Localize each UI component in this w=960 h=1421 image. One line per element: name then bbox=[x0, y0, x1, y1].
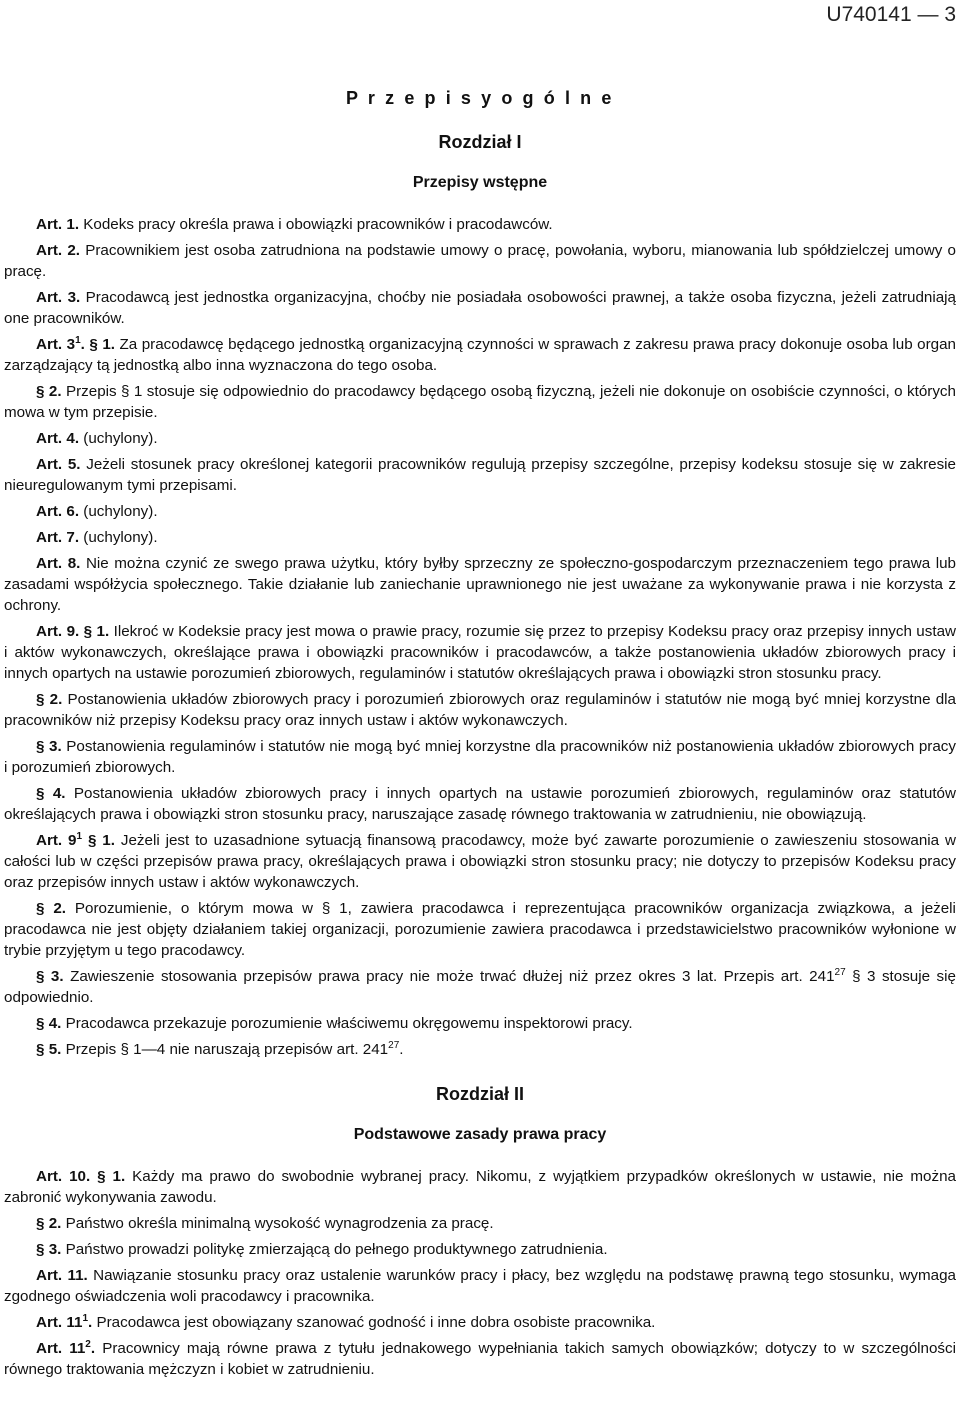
article-label: Art. 9. bbox=[36, 623, 80, 640]
article-11 bbox=[4, 1265, 956, 1307]
paragraph-sign: § bbox=[121, 383, 130, 400]
article-text: Jeżeli stosunek pracy określonej kategorii pracowników regulują przepisy szczególne, przepisy kodeksu stosuje się w zakresie nieuregulowanym tymi przepisami. bbox=[4, 456, 956, 494]
article-label: Art. 4. bbox=[36, 430, 80, 447]
paragraph-sign: § bbox=[321, 900, 331, 917]
article-label: Art. 10. bbox=[36, 1168, 91, 1185]
article-text: (uchylony). bbox=[83, 430, 158, 447]
paragraph-number: 3. bbox=[49, 738, 62, 755]
article-label: Art. 6. bbox=[36, 503, 80, 520]
paragraph-sign: § bbox=[36, 1241, 45, 1258]
article-text: Kodeks pracy określa prawa i obowiązki pracowników i pracodawców. bbox=[83, 216, 553, 233]
paragraph-number: 5. bbox=[48, 1041, 62, 1058]
article-label: Art. 2. bbox=[36, 242, 81, 259]
article-text: Nawiązanie stosunku pracy oraz ustalenie warunków pracy i płacy, bez względu na podstawę prawną tego stosunku, wymaga zgodnego oświadczenia woli pracodawcy i pracownika. bbox=[4, 1267, 956, 1305]
paragraph-text: Ilekroć w Kodeksie pracy jest mowa o prawie pracy, rozumie się przez to przepisy Kodeksu pracy oraz przepisy innych ustaw i aktów wykonawczych, określające prawa i obowiązki pracowników i pracodawców, a także postanowienia układów zbiorowych pracy i innych opartych na ustawie porozumień zbiorowych, regulaminów i statutów określających prawa i obowiązki stron stosunku pracy. bbox=[4, 623, 956, 682]
article-6 bbox=[4, 501, 956, 522]
article-8 bbox=[4, 553, 956, 616]
paragraph-text: Państwo określa minimalną wysokość wynagrodzenia za pracę. bbox=[65, 1215, 494, 1232]
paragraph-number: 1. bbox=[102, 336, 116, 353]
paragraph-sign: § bbox=[97, 1168, 106, 1185]
article-text: Pracownikiem jest osoba zatrudniona na podstawie umowy o pracę, powołania, wyboru, mianowania lub spółdzielczej umowy o pracę. bbox=[4, 242, 956, 280]
article-label: Art. 1. bbox=[36, 216, 80, 233]
article-9 bbox=[4, 621, 956, 684]
article-text: (uchylony). bbox=[83, 503, 158, 520]
article-11-1 bbox=[4, 1312, 956, 1333]
article-9-1-paragraph-3: § 3. Zawieszenie stosowania przepisów prawa pracy nie może trwać dłużej niż przez okres 3 lat. Przepis art. $241^{27}$ § 3 stosuje się odpowiednio. bbox=[4, 967, 956, 1006]
article-5 bbox=[4, 454, 956, 496]
article-text: Nie można czynić ze swego prawa użytku, który byłby sprzeczny ze społeczno-gospodarczym przeznaczeniem tego prawa lub zasadami współżycia społecznego. Takie działanie lub zaniechanie uprawnionego nie jest uważane za wykonywanie prawa i nie korzysta z ochrony. bbox=[4, 555, 956, 614]
paragraph-sign: § bbox=[36, 1041, 45, 1058]
article-text: Pracownicy mają równe prawa z tytułu jednakowego wypełniania takich samych obowiązków; dotyczy to w szczególności równego traktowania mężczyzn i kobiet w zatrudnieniu. bbox=[4, 1340, 956, 1378]
paragraph-number: 1. bbox=[96, 623, 110, 640]
article-10-paragraph-2 bbox=[4, 1213, 956, 1234]
article-label: Art. 7. bbox=[36, 529, 80, 546]
paragraph-sign: § bbox=[83, 623, 93, 640]
article-text: Pracodawca jest obowiązany szanować godność i inne dobra osobiste pracownika. bbox=[96, 1314, 656, 1331]
paragraph-sign: § bbox=[36, 968, 45, 985]
paragraph-number: 3. bbox=[48, 1241, 62, 1258]
paragraph-text: Jeżeli jest to uzasadnione sytuacją finansową pracodawcy, może być zawarte porozumienie o zawieszeniu stosowania w całości lub w części przepisów prawa pracy, określających prawa i obowiązki stron stosunku pracy; nie dotyczy to przepisów Kodeksu pracy oraz przepisów innych ustaw i aktów wykonawczych. bbox=[4, 832, 956, 891]
document-body bbox=[4, 86, 956, 1385]
paragraph-number: 2. bbox=[48, 383, 62, 400]
article-9-paragraph-3 bbox=[4, 736, 956, 778]
paragraph-sign: § bbox=[36, 1015, 45, 1032]
paragraph-number: 3. bbox=[50, 968, 64, 985]
article-label: Art. $11^1$. bbox=[36, 1313, 93, 1331]
paragraph-number: 4. bbox=[52, 785, 66, 802]
chapter-title: Rozdział I bbox=[438, 132, 522, 152]
paragraph-sign: § bbox=[36, 785, 45, 802]
article-9-1-paragraph-5: § 5. Przepis § 1—4 nie naruszają przepisów art. $241^{27}$. bbox=[36, 1040, 404, 1058]
article-9-1-paragraph-2: § 2. Porozumienie, o którym mowa w § 1, zawiera pracodawca i reprezentująca pracowników organizacja związkowa, a jeżeli pracodawca nie jest objęty działaniem takiej organizacji, porozumienie zawiera pracodawca i przedstawicielstwo pracowników wyłonione w trybie przyjętym u tego pracodawcy. bbox=[4, 900, 956, 959]
article-9-1 bbox=[4, 830, 956, 893]
paragraph-sign: § bbox=[852, 968, 861, 985]
article-label: Art. $3^1$. bbox=[36, 335, 85, 353]
page-header: U740141 — 3 bbox=[826, 3, 956, 26]
article-label: Art. $11^2$. bbox=[36, 1339, 96, 1357]
paragraph-sign: § bbox=[36, 1215, 45, 1232]
paragraph-sign: § bbox=[36, 738, 45, 755]
article-9-paragraph-2 bbox=[4, 689, 956, 731]
article-text: (uchylony). bbox=[83, 529, 158, 546]
article-label: Art. 5. bbox=[36, 456, 81, 473]
paragraph-number: 1. bbox=[112, 1168, 126, 1185]
paragraph-number: 4. bbox=[48, 1015, 62, 1032]
article-10-paragraph-3 bbox=[4, 1239, 956, 1260]
paragraph-number: 2. bbox=[48, 1215, 62, 1232]
chapter-subtitle: Podstawowe zasady prawa pracy bbox=[353, 1126, 607, 1143]
paragraph-sign: § bbox=[36, 383, 45, 400]
part-title: P r z e p i s y o g ó l n e bbox=[346, 88, 614, 108]
chapter-title: Rozdział II bbox=[435, 1084, 524, 1104]
article-11-2 bbox=[4, 1338, 956, 1380]
paragraph-sign: § bbox=[87, 832, 97, 849]
paragraph-text: Postanowienia regulaminów i statutów nie mogą być mniej korzystne dla pracowników niż postanowienia układów zbiorowych pracy i porozumień zbiorowych. bbox=[4, 738, 956, 776]
article-text: Pracodawcą jest jednostka organizacyjna, choćby nie posiadała osobowości prawnej, a także osoba fizyczna, jeżeli zatrudniają one pracowników. bbox=[4, 289, 956, 327]
paragraph-number: 2. bbox=[49, 691, 63, 708]
article-9-1-paragraph-4 bbox=[4, 1013, 956, 1034]
article-3-1 bbox=[4, 334, 956, 376]
article-4 bbox=[4, 428, 956, 449]
paragraph-text: Za pracodawcę będącego jednostką organizacyjną czynności w sprawach z zakresu prawa pracy dokonuje osoba lub organ zarządzający tą jednostką albo inna wyznaczona do tego osoba. bbox=[4, 336, 956, 374]
article-3-1-paragraph-2: § 2. Przepis § 1 stosuje się odpowiednio do pracodawcy będącego osobą fizyczną, jeżeli nie dokonuje on osobiście czynności, o których mowa w tym przepisie. bbox=[4, 383, 956, 421]
paragraph-text: Postanowienia układów zbiorowych pracy i porozumień zbiorowych oraz regulaminów i statutów nie mogą być mniej korzystne dla pracowników niż przepisy Kodeksu pracy oraz innych ustaw i aktów wykonawczych. bbox=[4, 691, 956, 729]
article-9-paragraph-4 bbox=[4, 783, 956, 825]
article-label: Art. 3. bbox=[36, 289, 81, 306]
article-10 bbox=[4, 1166, 956, 1208]
paragraph-text: Państwo prowadzi politykę zmierzającą do pełnego produktywnego zatrudnienia. bbox=[65, 1241, 608, 1258]
article-1 bbox=[4, 214, 956, 235]
paragraph-sign: § bbox=[89, 336, 98, 353]
paragraph-sign: § bbox=[36, 900, 45, 917]
chapter-subtitle: Przepisy wstępne bbox=[412, 174, 548, 191]
article-2 bbox=[4, 240, 956, 282]
article-label: Art. 11. bbox=[36, 1267, 88, 1284]
article-label: Art. $9^1$ bbox=[36, 831, 83, 849]
paragraph-text: Pracodawca przekazuje porozumienie właściwemu okręgowemu inspektorowi pracy. bbox=[65, 1015, 633, 1032]
article-label: Art. 8. bbox=[36, 555, 81, 572]
paragraph-number: 1. bbox=[102, 832, 115, 849]
paragraph-sign: § bbox=[120, 1041, 129, 1058]
paragraph-number: 2. bbox=[53, 900, 66, 917]
paragraph-text: Postanowienia układów zbiorowych pracy i innych opartych na ustawie porozumień zbiorowych, regulaminów oraz statutów określających prawa i obowiązki stron stosunku pracy, naruszające zasadę równego traktowania w zatrudnieniu, nie obowiązują. bbox=[4, 785, 956, 823]
paragraph-sign: § bbox=[36, 691, 45, 708]
article-3 bbox=[4, 287, 956, 329]
paragraph-text: Każdy ma prawo do swobodnie wybranej pracy. Nikomu, z wyjątkiem przypadków określonych w ustawie, nie można zabronić wykonywania zawodu. bbox=[4, 1168, 956, 1206]
article-7 bbox=[4, 527, 956, 548]
